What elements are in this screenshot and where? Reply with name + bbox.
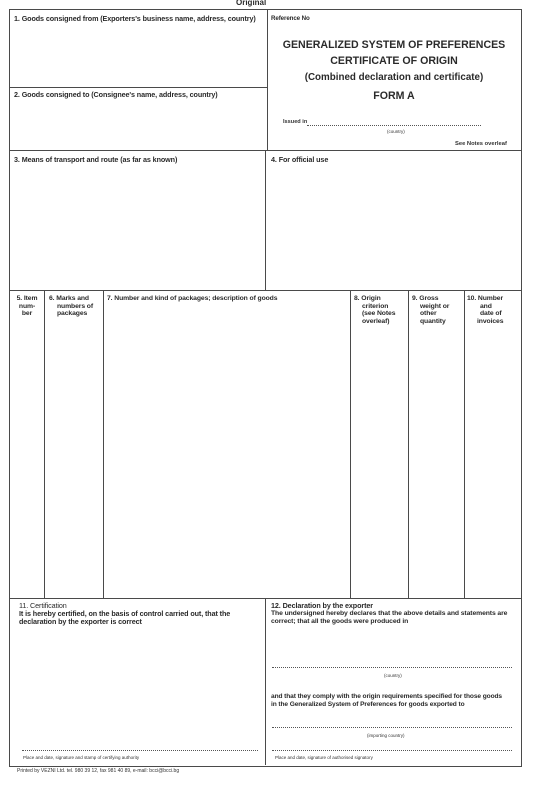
issued-in-label: Issued in [283,119,308,125]
divider-col7-col8 [350,290,351,598]
col5-header-line: ber [21,310,33,318]
divider-col8-col9 [408,290,409,598]
col6-header-line: packages [57,310,88,318]
original-label: Original [236,0,267,7]
divider-box11-box12 [265,598,266,765]
col9-header-line: other [420,310,437,318]
divider-col9-col10 [464,290,465,598]
col10-header-line: invoices [477,317,504,325]
col5-header-line: num- [18,302,36,310]
box12-country-field[interactable] [272,667,512,668]
reference-no-label: Reference No [271,15,310,22]
col6-header-line: 6. Marks and [49,295,89,302]
box12-importing-caption: (importing country) [367,733,405,738]
divider-col6-col7 [103,290,104,598]
box11-text-line2: declaration by the exporter is correct [19,617,142,626]
box3-label: 3. Means of transport and route (as far as known) [14,155,178,164]
box11-text-line1: It is hereby certified, on the basis of control carried out, that the [19,609,231,618]
col10-header-line: date of [480,310,502,318]
col8-header-line: overleaf) [362,317,390,325]
box12-caption: Place and date, signature of authorised signatory [275,755,373,760]
col10-header [467,295,519,325]
divider-box3-columns [9,290,521,291]
form-title-line1: GENERALIZED SYSTEM OF PREFERENCES [282,39,506,51]
box12-text-line1: The undersigned hereby declares that the above details and statements are [271,610,508,617]
form-title-line2: CERTIFICATE OF ORIGIN [330,55,458,67]
col8-header-line: (see Notes [362,310,396,318]
col9-header-line: 9. Gross [412,295,439,302]
col6-header-line: numbers of [57,302,94,310]
col5-header-line: 5. Item [16,295,38,302]
issued-in-field[interactable] [307,125,481,126]
box4-label: 4. For official use [271,155,329,164]
box12-country-caption: (country) [384,673,402,678]
box1-label: 1. Goods consigned from (Exporters's business name, address, country) [14,14,256,23]
box12-importing-country-field[interactable] [272,727,512,728]
divider-col5-col6 [44,290,45,598]
form-title-line3: (Combined declaration and certificate) [304,72,484,83]
col5-header [12,295,42,318]
divider-box1-box2 [9,87,267,88]
box11-title: 11. Certification [19,601,67,610]
box12-text-line2: correct; that all the goods were produced in [271,618,409,625]
printer-imprint: Printed by VEZNI Ltd. tel. 980 39 12, fax 981 40 89, e-mail: bcci@bcci.bg [17,768,180,774]
box12-text-line3: and that they comply with the origin requirements specified for those goods [271,693,503,700]
col10-header-line: and [480,302,492,310]
col8-header-line: criterion [362,302,389,310]
box12-text-line4: in the Generalized System of Preferences for goods exported to [271,701,465,708]
col8-header-line: 8. Origin [354,295,381,302]
col10-header-line: 10. Number [467,295,504,302]
col7-header: 7. Number and kind of packages; description of goods [107,295,278,302]
col9-header [412,295,464,325]
see-notes-overleaf: See Notes overleaf [455,141,507,147]
col9-header-line: quantity [420,317,446,325]
box11-signature-field[interactable] [22,750,258,751]
col8-header [354,295,408,325]
col9-header-line: weight or [420,302,450,310]
form-title-line4: FORM A [373,90,415,102]
box2-label: 2. Goods consigned to (Consignee's name, address, country) [14,90,218,99]
box11-caption: Place and date, signature and stamp of certifying authority [23,755,140,760]
col6-header [49,295,103,318]
divider-box3-box4 [265,150,266,290]
box12-signature-field[interactable] [272,750,512,751]
box12-title: 12. Declaration by the exporter [271,601,373,610]
issued-country-caption: (country) [387,129,405,134]
